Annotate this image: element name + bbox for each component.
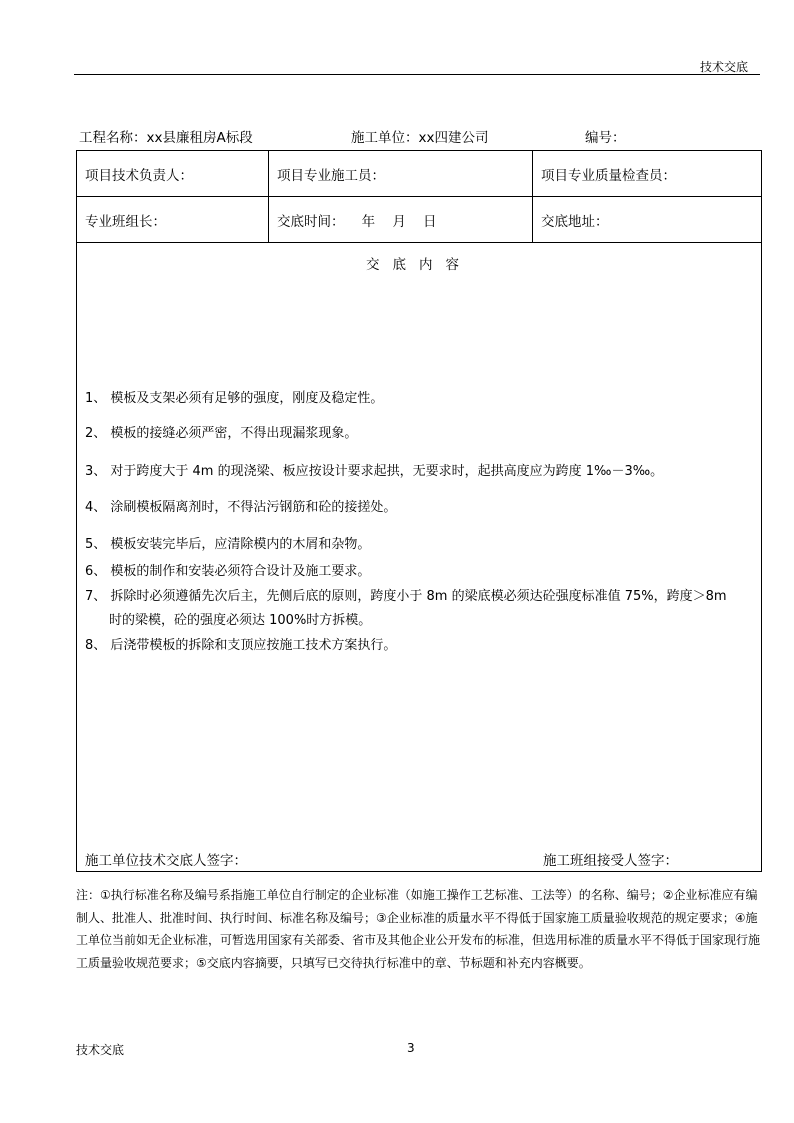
briefing-location-cell: 交底地址： [533,197,762,243]
page-number: 3 [407,1041,415,1055]
team-signature-label: 施工班组接受人签字： [543,853,678,869]
document-number: 编号： [585,130,626,146]
header-rule [74,74,760,75]
content-title: 交底内容 [366,257,472,273]
briefing-table [76,150,762,872]
content-item: 3、 对于跨度大于 4m 的现浇梁、板应按设计要求起拱，无要求时，起拱高度应为跨度 1‰－3‰。 [85,464,664,479]
project-name: 工程名称：xx县廉租房A标段 [79,130,253,146]
tech-lead-cell: 项目技术负责人： [77,151,269,197]
content-item: 1、 模板及支架必须有足够的强度，刚度及稳定性。 [85,391,384,406]
footer-doc-label: 技术交底 [76,1043,125,1057]
header-doc-label: 技术交底 [699,60,748,74]
footnote: 注：①执行标准名称及编号系指施工单位自行制定的企业标准（如施工操作工艺标准、工法等）的名称、编号；②企业标准应有编制人、批准人、批准时间、执行时间、标准名称及编号；③企业标准的质量水平不得低于国家施工质量验收规范的规定要求；④施工单位当前如无企业标准，可暂选用国家有关部委、省市及其他企业公开发布的标准，但选用标准的质量水平不得低于国家现行施工质量验收规范要求；⑤交底内容摘要，只填写已交待执行标准中的章、节标题和补充内容概要。 [76,888,761,970]
content-item: 2、 模板的接缝必须严密，不得出现漏浆现象。 [85,426,358,441]
personnel-row [77,151,762,197]
content-item: 4、 涂刷模板隔离剂时，不得沾污钢筋和砼的接搓处。 [85,500,397,515]
team-leader-cell: 专业班组长： [77,197,269,243]
quality-inspector-cell: 项目专业质量检查员： [533,151,762,197]
unit-signature-label: 施工单位技术交底人签字： [85,853,247,869]
project-info-row [79,126,759,144]
content-item: 6、 模板的制作和安装必须符合设计及施工要求。 [85,564,371,579]
content-item: 7、 拆除时必须遵循先次后主，先侧后底的原则，跨度小于 8m 的梁底模必须达砼强度标准值 75%，跨度＞8m [85,589,727,604]
session-row [77,197,762,243]
briefing-content-cell [77,243,762,872]
content-item: 5、 模板安装完毕后，应清除模内的木屑和杂物。 [85,537,371,552]
content-item: 8、 后浇带模板的拆除和支顶应按施工技术方案执行。 [85,638,397,653]
construction-officer-cell: 项目专业施工员： [269,151,533,197]
content-item-continuation: 时的梁模，砼的强度必须达 100%时方拆模。 [109,613,372,628]
briefing-time-cell: 交底时间： 年 月 日 [269,197,533,243]
construction-unit: 施工单位：xx四建公司 [351,130,489,146]
